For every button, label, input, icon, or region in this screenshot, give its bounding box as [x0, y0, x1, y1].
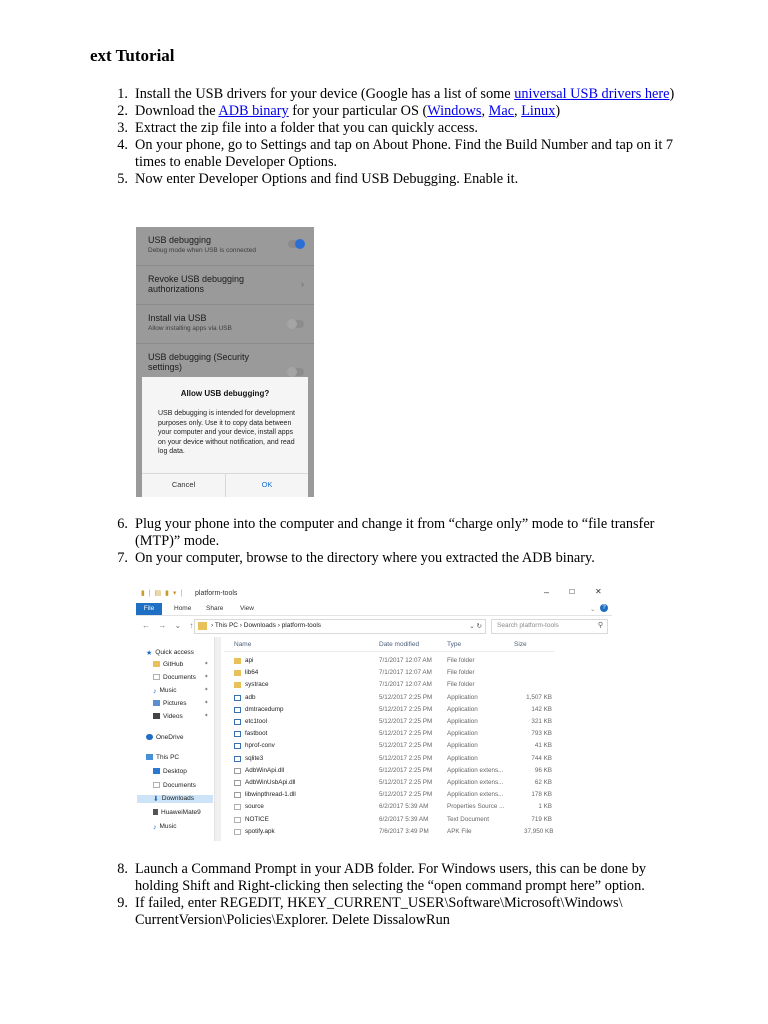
tab-home: Home [174, 605, 192, 612]
file-size: 1 KB [538, 803, 552, 811]
mac-link[interactable]: Mac [488, 103, 515, 119]
adb-binary-link[interactable]: ADB binary [218, 103, 289, 119]
list-item [108, 171, 678, 188]
step-text: On your computer, browse to the directory where you extracted the ADB binary. [135, 550, 595, 566]
chevron-right-icon: › [301, 279, 304, 289]
music-icon: ♪ [153, 688, 157, 695]
step-text: Plug your phone into the computer and change it from “charge only” mode to “file transfer (MTP)” mode. [135, 516, 655, 549]
table-row [224, 655, 564, 667]
close-icon: ✕ [595, 587, 602, 596]
dll-file-icon [234, 792, 241, 798]
file-date: 6/2/2017 5:39 AM [379, 803, 429, 811]
file-type: Application [447, 705, 478, 713]
table-row [224, 789, 564, 801]
steps-list-part3 [108, 861, 678, 929]
search-placeholder: Search platform-tools [497, 622, 559, 629]
dll-file-icon [234, 768, 241, 774]
table-row [224, 826, 564, 838]
file-type: Application [447, 730, 478, 738]
step-number: 7. [117, 550, 128, 566]
file-size: 744 KB [531, 754, 552, 762]
download-icon: ⬇ [153, 796, 159, 803]
sidebar-item-documents: Documents [153, 674, 196, 681]
toggle-switch-off [288, 368, 304, 376]
separator: , [514, 103, 522, 119]
file-date: 7/1/2017 12:07 AM [379, 657, 432, 664]
tab-view: View [240, 605, 254, 612]
document-icon [234, 817, 241, 823]
maximize-icon: ☐ [569, 589, 576, 596]
address-bar [194, 619, 486, 634]
cloud-icon [146, 734, 153, 740]
table-row [224, 753, 564, 765]
tab-file: File [136, 603, 162, 615]
row-title: USB debugging (Security settings) [148, 352, 250, 372]
file-name: systrace [245, 681, 269, 689]
file-date: 5/12/2017 2:25 PM [379, 730, 433, 738]
steps-list-part1 [108, 86, 678, 188]
table-row [224, 704, 564, 716]
file-date: 5/12/2017 2:25 PM [379, 705, 433, 713]
step-number: 3. [117, 120, 128, 136]
folder-icon [234, 670, 241, 676]
list-item [108, 516, 678, 550]
folder-icon [234, 658, 241, 664]
file-type: Text Document [447, 815, 489, 823]
sidebar-item-quick-access: ★ Quick access [146, 649, 194, 657]
computer-icon [146, 754, 153, 760]
sidebar-item-music-pc: ♪ Music [153, 823, 177, 831]
list-item [108, 103, 678, 120]
file-name: fastboot [245, 730, 268, 738]
column-header-type: Type [447, 641, 462, 648]
file-list [224, 637, 612, 841]
ok-button: OK [261, 480, 273, 489]
file-type: APK File [447, 827, 472, 835]
allow-usb-debugging-dialog [142, 377, 308, 497]
file-name: hprof-conv [245, 742, 275, 750]
column-header-size: Size [514, 641, 527, 648]
row-title: USB debugging [148, 235, 212, 245]
list-item [108, 895, 678, 929]
sidebar-item-this-pc: This PC [146, 754, 179, 761]
dialog-title: Allow USB debugging? [180, 389, 270, 398]
universal-usb-drivers-link[interactable]: universal USB drivers here [514, 86, 670, 102]
sidebar-item-music: ♪ Music [153, 687, 177, 695]
list-item [108, 86, 678, 103]
navigation-arrows-icon: ← → ⌄ ↑ [142, 621, 197, 630]
help-icon: ? [600, 604, 608, 612]
row-subtitle: Allow installing apps via USB [148, 325, 232, 332]
file-date: 6/2/2017 5:39 AM [379, 815, 429, 823]
windows-link[interactable]: Windows [427, 103, 482, 119]
steps-list-part2 [108, 516, 678, 567]
step-number: 5. [117, 171, 128, 187]
ribbon-collapse-icon: ⌄ [590, 606, 596, 613]
file-type: Application extens... [447, 791, 504, 799]
step-number: 9. [117, 895, 128, 911]
address-bar-row [136, 618, 612, 634]
usb-debugging-row [136, 227, 314, 266]
file-explorer-screenshot [136, 585, 612, 841]
step-number: 2. [117, 103, 128, 119]
music-icon: ♪ [153, 824, 157, 831]
table-row [224, 777, 564, 789]
navigation-pane [136, 637, 216, 841]
explorer-title-bar [136, 585, 612, 602]
sidebar-item-onedrive: OneDrive [146, 734, 183, 741]
step-text: If failed, enter REGEDIT, HKEY_CURRENT_USER\Software\Microsoft\Windows\ CurrentVersion\Policies\Explorer. Delete DissalowRun [135, 895, 623, 928]
step-text-mid: for your particular OS ( [288, 103, 428, 119]
install-via-usb-row [136, 305, 314, 344]
step-text-end: ) [555, 103, 561, 119]
search-icon: ⚲ [597, 622, 603, 629]
file-name: lib64 [245, 669, 259, 677]
file-date: 5/12/2017 2:25 PM [379, 791, 433, 799]
file-type: File folder [447, 681, 475, 689]
file-size: 178 KB [531, 791, 552, 799]
row-subtitle: Debug mode when USB is connected [148, 247, 257, 254]
file-date: 7/1/2017 12:07 AM [379, 681, 432, 689]
file-size: 719 KB [531, 815, 552, 823]
application-icon [234, 695, 241, 701]
videos-icon [153, 713, 160, 719]
file-date: 5/12/2017 2:25 PM [379, 766, 433, 774]
file-size: 142 KB [531, 705, 552, 713]
cancel-button: Cancel [171, 480, 196, 489]
file-type: Application [447, 718, 478, 725]
table-row [224, 765, 564, 777]
file-name: AdbWinUsbApi.dll [245, 779, 296, 786]
file-date: 5/12/2017 2:25 PM [379, 779, 433, 786]
step-text: Launch a Command Prompt in your ADB folder. For Windows users, this can be done by holding Shift and Right-clicking then selecting the “open command prompt here” option. [135, 861, 647, 894]
sidebar-item-documents-pc: Documents [153, 782, 196, 789]
navigation-scrollbar [214, 637, 221, 841]
table-row [224, 740, 564, 752]
file-type: Application extens... [447, 779, 504, 786]
quick-access-toolbar-icon: ▮ | ▤ ▮ ▾ | [141, 590, 184, 597]
row-title: Install via USB [148, 313, 207, 323]
linux-link[interactable]: Linux [521, 103, 556, 119]
file-type: File folder [447, 669, 475, 677]
pin-icon: ✦ [204, 674, 209, 680]
table-row [224, 801, 564, 813]
phone-icon [153, 809, 158, 815]
pin-icon: ✦ [204, 713, 209, 719]
application-icon [234, 743, 241, 749]
step-number: 8. [117, 861, 128, 877]
file-name: api [245, 657, 254, 664]
star-icon: ★ [146, 650, 153, 657]
step-text: Extract the zip file into a folder that you can quickly access. [135, 120, 478, 136]
ribbon-tabs [136, 603, 612, 616]
search-box [491, 619, 608, 634]
file-date: 5/12/2017 2:25 PM [379, 693, 433, 701]
file-size: 321 KB [531, 718, 552, 725]
list-item [108, 861, 678, 895]
column-header-name: Name [234, 641, 252, 648]
phone-settings-screenshot [136, 227, 314, 497]
tab-share: Share [206, 605, 224, 612]
list-item [108, 120, 678, 137]
dialog-body: USB debugging is intended for development purposes only. Use it to copy data between your computer and your device, install apps on your device without notification, and read log data. [158, 410, 295, 455]
minimize-icon: – [544, 587, 550, 597]
file-name: source [245, 803, 264, 811]
sidebar-item-huaweimate9: HuaweiMate9 [153, 809, 201, 816]
step-text: On your phone, go to Settings and tap on About Phone. Find the Build Number and tap on it 7 times to enable Developer Options. [135, 137, 674, 170]
folder-icon [234, 682, 241, 688]
pictures-icon [153, 700, 160, 706]
row-title: Revoke USB debugging authorizations [148, 274, 245, 294]
sidebar-item-desktop: Desktop [153, 768, 187, 775]
step-text: Install the USB drivers for your device (Google has a list of some [135, 86, 515, 102]
file-date: 7/6/2017 3:49 PM [379, 827, 429, 835]
file-name: NOTICE [245, 815, 269, 823]
pin-icon: ✦ [204, 687, 209, 693]
application-icon [234, 719, 241, 725]
step-text: Now enter Developer Options and find USB Debugging. Enable it. [135, 171, 519, 187]
list-item [108, 550, 678, 567]
file-size: 41 KB [534, 742, 552, 750]
sidebar-item-videos: Videos [153, 713, 183, 720]
file-date: 5/12/2017 2:25 PM [379, 742, 433, 750]
step-number: 4. [117, 137, 128, 153]
file-type: Application extens... [447, 766, 504, 774]
application-icon [234, 731, 241, 737]
folder-icon [198, 622, 207, 630]
file-type: Application [447, 754, 478, 762]
file-size: 793 KB [531, 730, 552, 738]
file-type: File folder [447, 657, 475, 664]
sidebar-item-downloads: ⬇ Downloads [137, 795, 213, 803]
file-type: Application [447, 742, 478, 750]
file-type: Application [447, 693, 478, 701]
pin-icon: ✦ [204, 661, 209, 667]
file-type: Properties Source ... [447, 803, 505, 811]
document-icon [234, 804, 241, 810]
list-item [108, 137, 678, 171]
table-row [224, 728, 564, 740]
table-row [224, 716, 564, 728]
file-name: etc1tool [245, 718, 268, 725]
application-icon [234, 756, 241, 762]
table-row [224, 667, 564, 679]
step-number: 6. [117, 516, 128, 532]
window-title: platform-tools [195, 590, 238, 597]
sidebar-item-pictures: Pictures [153, 700, 186, 707]
sidebar-item-github: GitHub [153, 661, 183, 668]
page-title: ext Tutorial [90, 46, 175, 65]
table-row [224, 679, 564, 691]
file-name: sqlite3 [245, 754, 264, 762]
file-name: AdbWinApi.dll [245, 766, 285, 774]
toggle-switch-on [288, 240, 304, 248]
separator: , [481, 103, 489, 119]
revoke-authorizations-row [136, 266, 314, 305]
table-row [224, 692, 564, 704]
file-size: 62 KB [534, 779, 552, 786]
step-text-end: ) [669, 86, 675, 102]
file-date: 5/12/2017 2:25 PM [379, 718, 433, 725]
file-size: 96 KB [534, 766, 552, 774]
file-size: 37,950 KB [524, 827, 554, 835]
dll-file-icon [234, 780, 241, 786]
refresh-icon: ⌄ ↻ [469, 623, 482, 630]
desktop-icon [153, 768, 160, 774]
folder-icon [153, 661, 160, 667]
file-name: adb [245, 693, 256, 701]
file-date: 5/12/2017 2:25 PM [379, 754, 433, 762]
pin-icon: ✦ [204, 700, 209, 706]
file-size: 1,507 KB [526, 693, 552, 701]
file-name: dmtracedump [245, 705, 284, 713]
file-name: spotify.apk [245, 827, 275, 835]
file-date: 7/1/2017 12:07 AM [379, 669, 432, 677]
column-header-date: Date modified [379, 641, 420, 648]
table-row [224, 814, 564, 826]
file-name: libwinpthread-1.dll [245, 791, 296, 799]
step-number: 1. [117, 86, 128, 102]
toggle-switch-off [288, 320, 304, 328]
address-path: › This PC › Downloads › platform-tools [211, 622, 322, 629]
document-icon [234, 829, 241, 835]
documents-icon [153, 782, 160, 788]
application-icon [234, 707, 241, 713]
documents-icon [153, 674, 160, 680]
step-text: Download the [135, 103, 219, 119]
